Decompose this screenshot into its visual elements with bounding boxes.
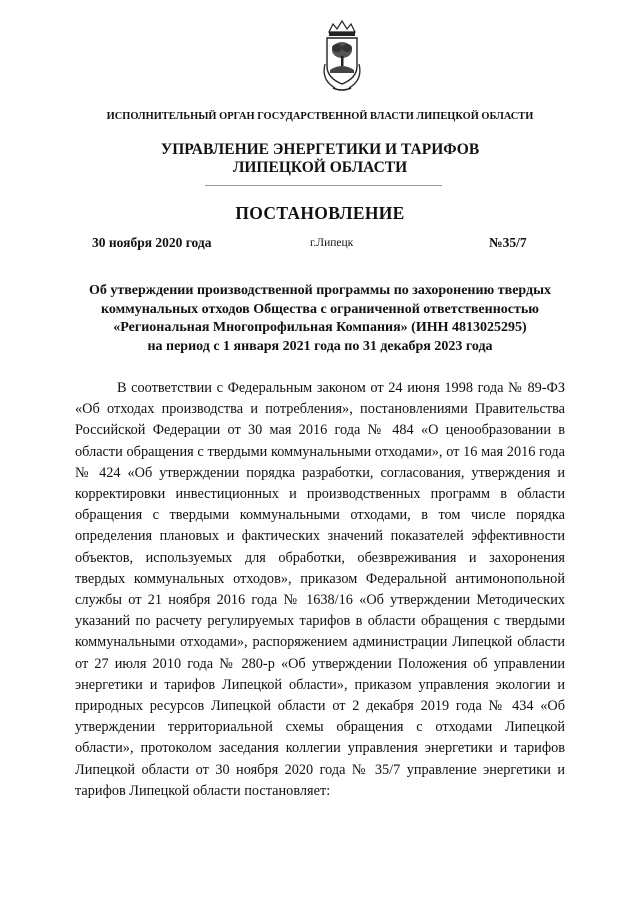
authority-name: ИСПОЛНИТЕЛЬНЫЙ ОРГАН ГОСУДАРСТВЕННОЙ ВЛАСТИ ЛИПЕЦКОЙ ОБЛАСТИ: [106, 111, 534, 122]
document-date: 30 ноября 2020 года: [92, 235, 212, 250]
document-title-line3: «Региональная Многопрофильная Компания» (ИНН 4813025295): [113, 320, 527, 335]
agency-name-line2: ЛИПЕЦКОЙ ОБЛАСТИ: [232, 159, 408, 176]
document-title: [70, 282, 570, 356]
document-title-line1: Об утверждении производственной программы по захоронению твердых: [88, 283, 552, 298]
document-title-line2: коммунальных отходов Общества с ограниченной ответственностью: [101, 301, 539, 317]
coat-of-arms-icon: [321, 18, 363, 94]
document-title-line4: на период с 1 января 2021 года по 31 декабря 2023 года: [147, 338, 493, 354]
document-type: ПОСТАНОВЛЕНИЕ: [235, 203, 405, 223]
header-divider: [205, 185, 442, 186]
agency-name-line1: УПРАВЛЕНИЕ ЭНЕРГЕТИКИ И ТАРИФОВ: [160, 141, 480, 158]
body-paragraph: В соответствии с Федеральным законом от 24 июня 1998 года № 89-ФЗ «Об отходах производства и потребления», постановлениями Правительства Российской Федерации от 30 мая 2016 года № 484 «О ценообразовании в области обращения с твердыми коммунальными отходами», от 16 мая 2016 года № 424 «Об утверждении порядка разработки, согласования, утверждения и корректировки инвестиционных и производственных программ в области обращения с твердыми коммунальными отходами, в том числе порядка определения плановых и фактических значений показателей эффективности объектов, используемых для обработки, обезвреживания и захоронения твердых коммунальных отходов», приказом Федеральной антимонопольной службы от 21 ноября 2016 года № 1638/16 «Об утверждении Методических указаний по расчету регулируемых тарифов в области обращения с твердыми коммунальными отходами», распоряжением администрации Липецкой области от 27 июля 2010 года № 280-р «Об утверждении Положения об управлении энергетики и тарифов Липецкой области», приказом управления экологии и природных ресурсов Липецкой области от 2 декабря 2019 года № 434 «Об утверждении территориальной схемы обращения с отходами Липецкой области», протоколом заседания коллегии управления энергетики и тарифов Липецкой области от 30 ноября 2020 года № 35/7 управление энергетики и тарифов Липецкой области постановляет:: [75, 380, 565, 799]
document-meta: [0, 235, 640, 253]
document-body: [75, 378, 565, 802]
agency-name: [0, 141, 640, 177]
document-place: г.Липецк: [310, 237, 354, 249]
document-number: №35/7: [489, 235, 527, 250]
